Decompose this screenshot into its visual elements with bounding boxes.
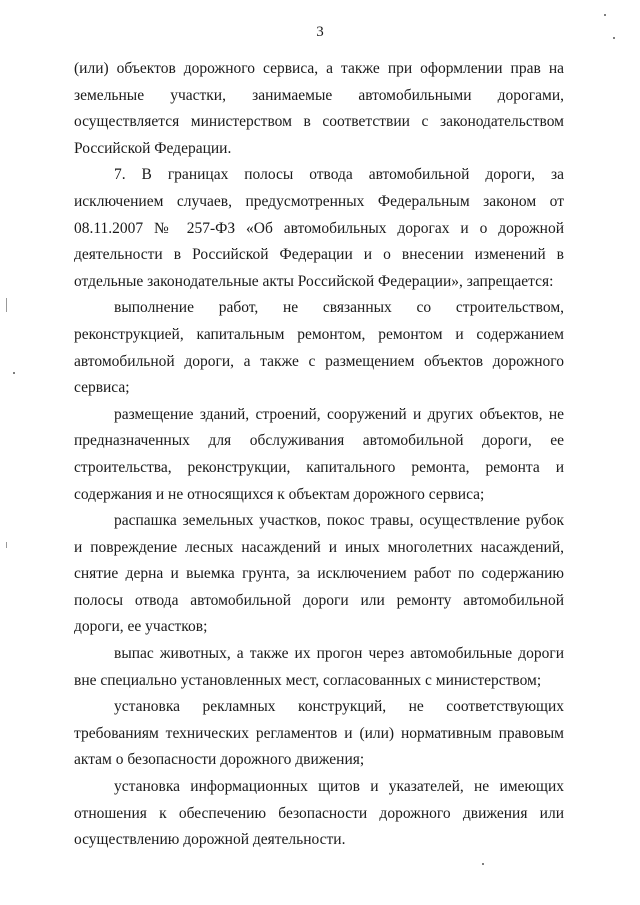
scan-speck — [482, 863, 484, 865]
scan-speck — [6, 542, 7, 548]
scan-speck — [613, 37, 615, 39]
page-number: 3 — [316, 24, 324, 40]
paragraph-prohibition-advertising: установка рекламных конструкций, не соответствующих требованиям технических регламентов и (или) нормативным правовым актам о безопасности дорожного движения; — [74, 698, 564, 769]
paragraph-continuation: (или) объектов дорожного сервиса, а также при оформлении прав на земельные участки, занимаемые автомобильными дорогами, осуществляется министерством в соответствии с законодательством Российской Федерации. — [74, 60, 564, 157]
scan-speck — [604, 14, 606, 16]
paragraph-prohibition-land: распашка земельных участков, покос травы, осуществление рубок и повреждение лесных насаждений и иных многолетних насаждений, снятие дерна и выемка грунта, за исключением работ по содержанию полосы отвода автомобильной дороги или ремонту автомобильной дороги, ее участков; — [74, 512, 564, 636]
scan-speck — [13, 372, 15, 374]
paragraph-prohibition-grazing: выпас животных, а также их прогон через автомобильные дороги вне специально установленных мест, согласованных с министерством; — [74, 645, 564, 689]
paragraph-prohibition-signs: установка информационных щитов и указателей, не имеющих отношения к обеспечению безопасности дорожного движения или осуществлению дорожной деятельности. — [74, 778, 564, 849]
document-body — [74, 56, 564, 854]
paragraph-prohibition-buildings: размещение зданий, строений, сооружений и других объектов, не предназначенных для обслуживания автомобильной дороги, ее строительства, реконструкции, капитального ремонта, ремонта и содержания и не относящихся к объектам дорожного сервиса; — [74, 405, 564, 503]
scan-speck — [6, 298, 7, 312]
paragraph-item-7: 7. В границах полосы отвода автомобильной дороги, за исключением случаев, предусмотренных Федеральным законом от 08.11.2007 № 257-ФЗ «Об автомобильных дорогах и о дорожной деятельности в Российской Федерации и о внесении изменений в отдельные законодательные акты Российской Федерации», запрещается: — [74, 166, 564, 290]
paragraph-prohibition-works: выполнение работ, не связанных со строительством, реконструкцией, капитальным ремонтом, ремонтом и содержанием автомобильной дороги, а также с размещением объектов дорожного сервиса; — [74, 299, 564, 397]
